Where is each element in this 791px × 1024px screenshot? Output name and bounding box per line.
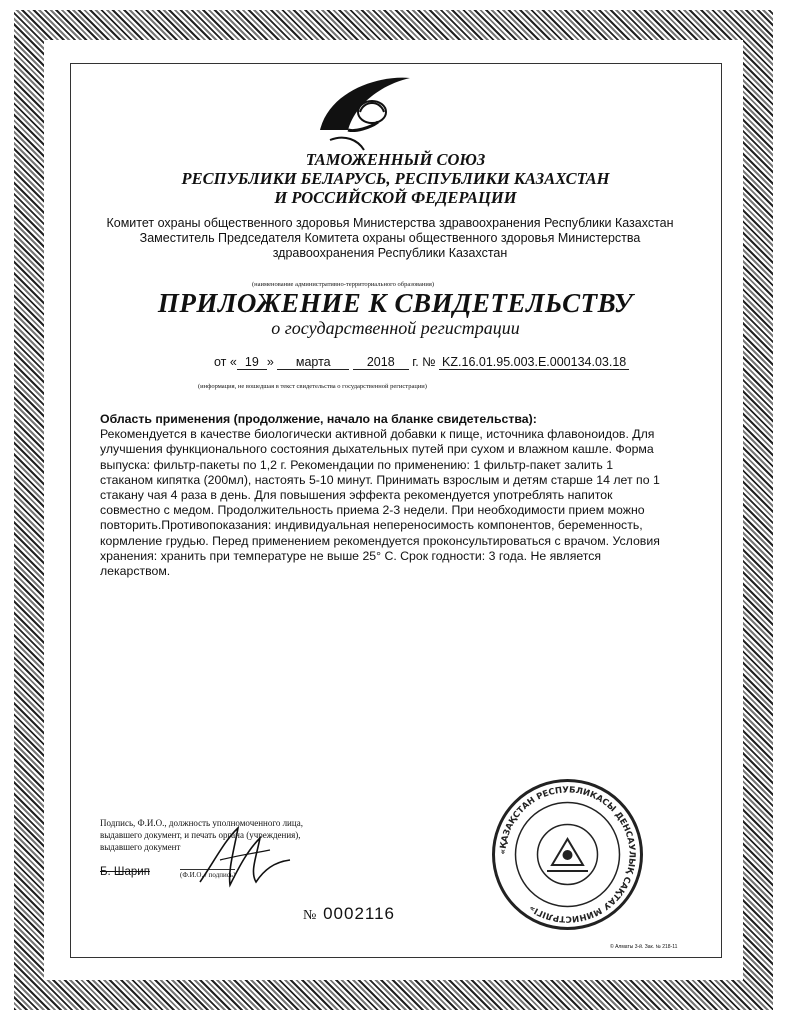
date-line bbox=[214, 355, 629, 370]
registration-number: KZ.16.01.95.003.E.000134.03.18 bbox=[439, 355, 629, 370]
document-title: ПРИЛОЖЕНИЕ К СВИДЕТЕЛЬСТВУ bbox=[157, 288, 634, 318]
committee-line-2: Заместитель Председателя Комитета охраны общественного здоровья Министерства bbox=[139, 231, 641, 245]
customs-union-header bbox=[0, 150, 791, 207]
sign-label-3: выдавшего документ bbox=[100, 842, 181, 852]
number-label: № bbox=[422, 355, 436, 369]
sign-label-2: выдавшего документ, и печать органа (учреждения), bbox=[100, 830, 301, 840]
customs-union-emblem-icon bbox=[300, 70, 420, 155]
date-prefix: от « bbox=[214, 355, 237, 369]
sign-label-1: Подпись, Ф.И.О., должность уполномоченного лица, bbox=[100, 818, 303, 828]
issuing-committee bbox=[75, 216, 705, 261]
handwritten-signature-icon bbox=[190, 820, 300, 895]
committee-line-3: здравоохранения Республики Казахстан bbox=[272, 246, 508, 260]
serial-number bbox=[303, 904, 395, 924]
info-note: (информация, не вошедшая в текст свидетельства о государственной регистрации) bbox=[198, 383, 427, 390]
committee-line-1: Комитет охраны общественного здоровья Министерства здравоохранения Республики Казахстан bbox=[106, 216, 674, 230]
fio-label: (Ф.И.О. / подпись) bbox=[180, 871, 236, 879]
date-day: 19 bbox=[237, 355, 267, 370]
signer-name-text: Б. Шарип bbox=[100, 866, 150, 878]
printer-mark: © Алматы 3-й. Зак. № 218-11 bbox=[610, 944, 678, 950]
signer-name bbox=[100, 866, 150, 878]
serial-label: № bbox=[303, 908, 318, 923]
official-seal-icon bbox=[490, 777, 645, 932]
date-year-suffix: г. bbox=[412, 355, 419, 369]
application-scope bbox=[100, 412, 660, 579]
admin-note: (наименование административно-территориального образования) bbox=[252, 281, 435, 288]
union-line-3: И РОССИЙСКОЙ ФЕДЕРАЦИИ bbox=[274, 188, 517, 207]
union-line-1: ТАМОЖЕННЫЙ СОЮЗ bbox=[305, 150, 486, 169]
date-mid: » bbox=[266, 355, 274, 369]
union-line-2: РЕСПУБЛИКИ БЕЛАРУСЬ, РЕСПУБЛИКИ КАЗАХСТАН bbox=[181, 169, 610, 188]
date-month: марта bbox=[277, 355, 349, 370]
document-subtitle: о государственной регистрации bbox=[271, 318, 520, 338]
serial-value: 0002116 bbox=[323, 904, 396, 923]
scope-text: Рекомендуется в качестве биологически активной добавки к пище, источника флавоноидов. Для улучшения функционального состояния дыхательных путей при сухом и влажном кашле. Форма выпуска: фильтр-пакеты по 1,2 г. Рекомендации по применению: 1 фильтр-пакет залить 1 стаканом кипятка (200мл), настоять 5-10 минут. Принимать взрослым и детям старше 14 лет по 1 стакану чая 4 раза в день. Для повышения эффекта рекомендуется употреблять напиток совместно с медом. Продолжительность приема 2-3 недели. При необходимости прием можно повторить.Противопоказания: индивидуальная непереносимость компонентов, беременность, кормление грудью. Перед применением рекомендуется проконсультироваться с врачом. Условия хранения: хранить при температуре не выше 25° С. Срок годности: 3 года. Не является лекарством. bbox=[100, 427, 660, 579]
date-year: 2018 bbox=[353, 355, 409, 370]
seal-text: «ҚАЗАҚСТАН РЕСПУБЛИКАСЫ ДЕНСАУЛЫҚ САҚТАУ МИНИСТРЛІГІ» bbox=[498, 785, 637, 924]
scope-heading: Область применения (продолжение, начало на бланке свидетельства): bbox=[100, 412, 537, 426]
